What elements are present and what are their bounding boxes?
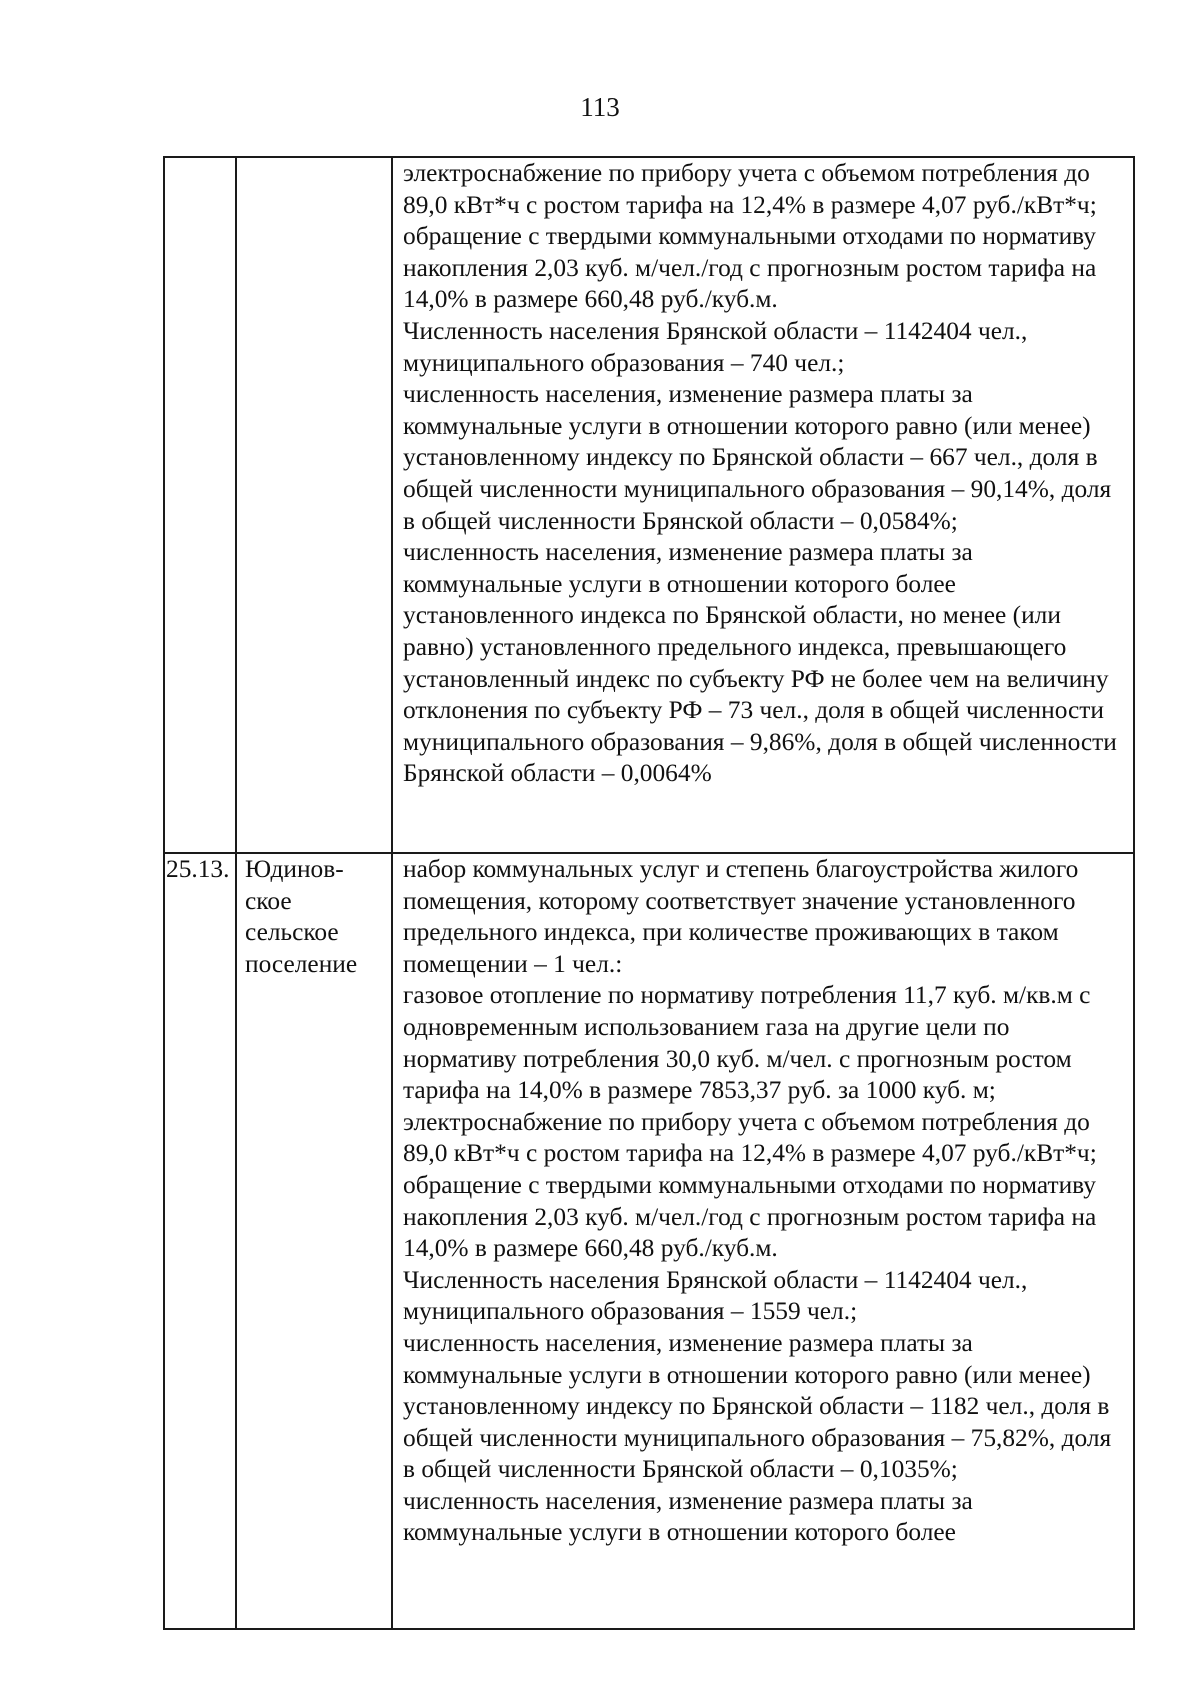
municipality-name-line: Юдинов- <box>245 855 344 883</box>
description-paragraph: численность населения, изменение размера платы за коммунальные услуги в отношении которого равно (или менее) установленному индексу по Брянской области – 667 чел., доля в общей численности муниципального образования – 90,14%, доля в общей численности Брянской области – 0,0584%; <box>403 380 1112 535</box>
description-cell <box>392 853 1134 1629</box>
description-paragraph: Численность населения Брянской области – 1142404 чел., муниципального образования – 740 чел.; <box>403 316 1028 377</box>
description-paragraph: электроснабжение по прибору учета с объемом потребления до 89,0 кВт*ч с ростом тарифа на 12,4% в размере 4,07 руб./кВт*ч; <box>403 1107 1097 1168</box>
municipality-name-line: поселение <box>245 949 358 978</box>
description-paragraph: Численность населения Брянской области – 1142404 чел., муниципального образования – 1559 чел.; <box>403 1265 1028 1326</box>
description-cell <box>392 157 1134 853</box>
municipality-name-cell <box>236 853 392 1629</box>
table-row <box>164 157 1134 853</box>
row-number-cell: 25.13. <box>164 853 236 1629</box>
municipality-name-cell <box>236 157 392 853</box>
description-paragraph: обращение с твердыми коммунальными отходами по нормативу накопления 2,03 куб. м/чел./год с прогнозным ростом тарифа на 14,0% в размере 660,48 руб./куб.м. <box>403 1170 1097 1263</box>
page-number: 113 <box>580 92 620 122</box>
municipality-name-line: ское <box>245 886 292 915</box>
row-number-cell <box>164 157 236 853</box>
table-row <box>164 853 1134 1629</box>
tariff-table <box>163 156 1135 1630</box>
description-paragraph: электроснабжение по прибору учета с объемом потребления до 89,0 кВт*ч с ростом тарифа на 12,4% в размере 4,07 руб./кВт*ч; <box>403 159 1097 219</box>
description-paragraph: численность населения, изменение размера платы за коммунальные услуги в отношении которого равно (или менее) установленному индексу по Брянской области – 1182 чел., доля в общей численности муниципального образования – 75,82%, доля в общей численности Брянской области – 0,1035%; <box>403 1328 1112 1484</box>
description-paragraph: обращение с твердыми коммунальными отходами по нормативу накопления 2,03 куб. м/чел./год с прогнозным ростом тарифа на 14,0% в размере 660,48 руб./куб.м. <box>403 222 1097 314</box>
description-paragraph: численность населения, изменение размера платы за коммунальные услуги в отношении которого более <box>403 1486 973 1547</box>
description-paragraph: газовое отопление по нормативу потребления 11,7 куб. м/кв.м с одновременным использованием газа на другие цели по нормативу потребления 30,0 куб. м/чел. с прогнозным ростом тарифа на 14,0% в размере 7853,37 руб. за 1000 куб. м; <box>403 981 1091 1105</box>
description-paragraph: численность населения, изменение размера платы за коммунальные услуги в отношении которого более установленного индекса по Брянской области, но менее (или равно) установленного предельного индекса, превышающего установленный индекс по субъекту РФ не более чем на величину отклонения по субъекту РФ – 73 чел., доля в общей численности муниципального образования – 9,86%, доля в общей численности Брянской области – 0,0064% <box>403 538 1117 788</box>
description-paragraph: набор коммунальных услуг и степень благоустройства жилого помещения, которому соответствует значение установленного предельного индекса, при количестве проживающих в таком помещении – 1 чел.: <box>403 855 1079 978</box>
municipality-name-line: сельское <box>245 918 339 947</box>
